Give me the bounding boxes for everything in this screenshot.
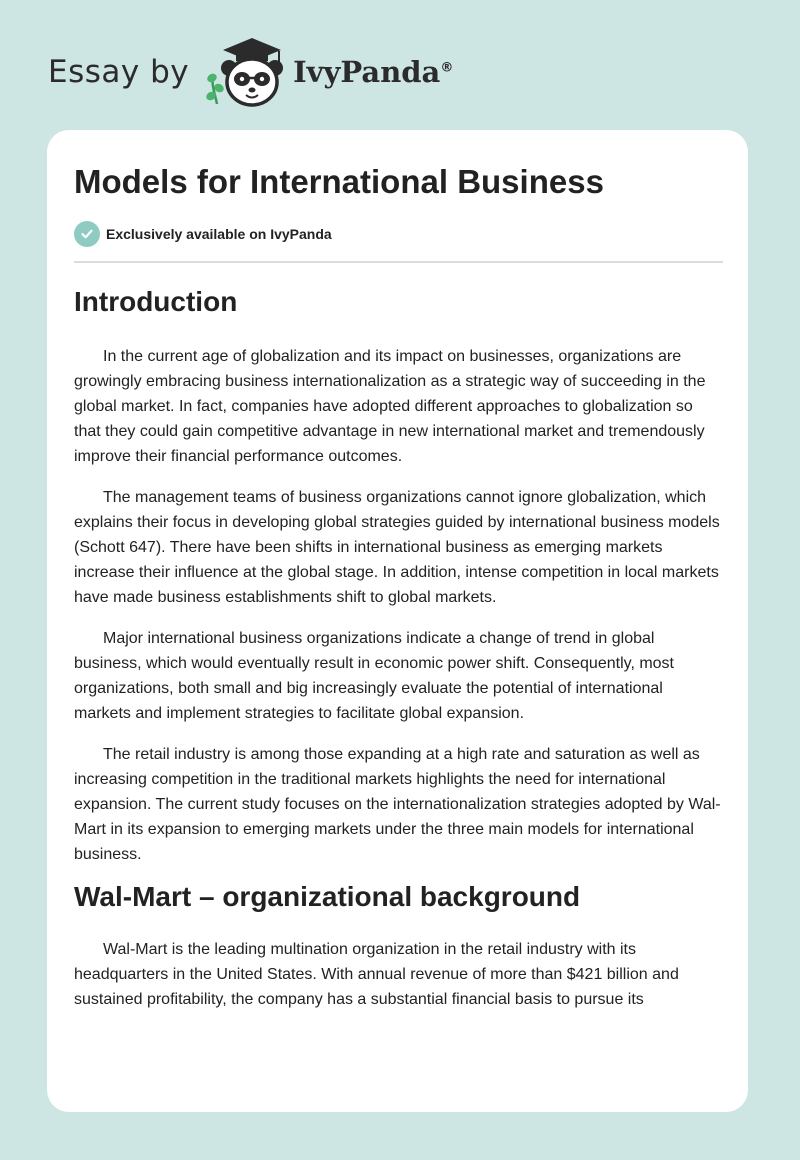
paragraph: The retail industry is among those expanding at a high rate and saturation as well as increasing competition in the traditional markets highlights the need for international expansion. The current study focuses on the internationalization strategies adopted by Wal-Mart in its expansion to emerging markets under the three main models for international business. bbox=[74, 746, 721, 863]
brand-name[interactable] bbox=[293, 55, 453, 89]
section-heading-introduction: Introduction bbox=[74, 286, 238, 317]
essay-body bbox=[74, 280, 723, 1012]
exclusive-badge-text: Exclusively available on IvyPanda bbox=[106, 226, 332, 242]
essay-by-label: Essay by bbox=[48, 54, 190, 90]
essay-card bbox=[47, 130, 748, 1112]
divider bbox=[74, 261, 723, 263]
paragraph: Wal-Mart is the leading multination organization in the retail industry with its headquarters in the United States. With annual revenue of more than $421 billion and sustained profitability, the company has a substantial financial basis to pursue its bbox=[74, 941, 679, 1008]
section-heading-walmart-background: Wal-Mart – organizational background bbox=[74, 881, 581, 912]
paragraph: In the current age of globalization and its impact on businesses, organizations are growingly embracing business internationalization as a strategic way of succeeding in the global market. In fact, companies have adopted different approaches to globalization so that they could gain competitive advantage in new international market and tremendously improve their financial performance outcomes. bbox=[74, 348, 706, 465]
check-circle-icon bbox=[74, 221, 100, 247]
brand-name-text: IvyPanda bbox=[293, 55, 441, 89]
paragraph: Major international business organizations indicate a change of trend in global business, which would eventually result in economic power shift. Consequently, most organizations, both small and big increasingly evaluate the potential of international markets and implement strategies to facilitate global expansion. bbox=[74, 630, 674, 722]
registered-mark: ® bbox=[440, 60, 454, 76]
paragraph: The management teams of business organizations cannot ignore globalization, which explains their focus in developing global strategies guided by international business models (Schott 647). There have been shifts in international business as emerging markets increase their influence at the global stage. In addition, intense competition in local markets have made business establishments shift to global markets. bbox=[74, 489, 720, 606]
exclusive-badge bbox=[74, 221, 332, 247]
site-header bbox=[48, 34, 453, 110]
essay-title: Models for International Business bbox=[74, 163, 604, 200]
panda-graduate-icon[interactable] bbox=[203, 34, 289, 110]
